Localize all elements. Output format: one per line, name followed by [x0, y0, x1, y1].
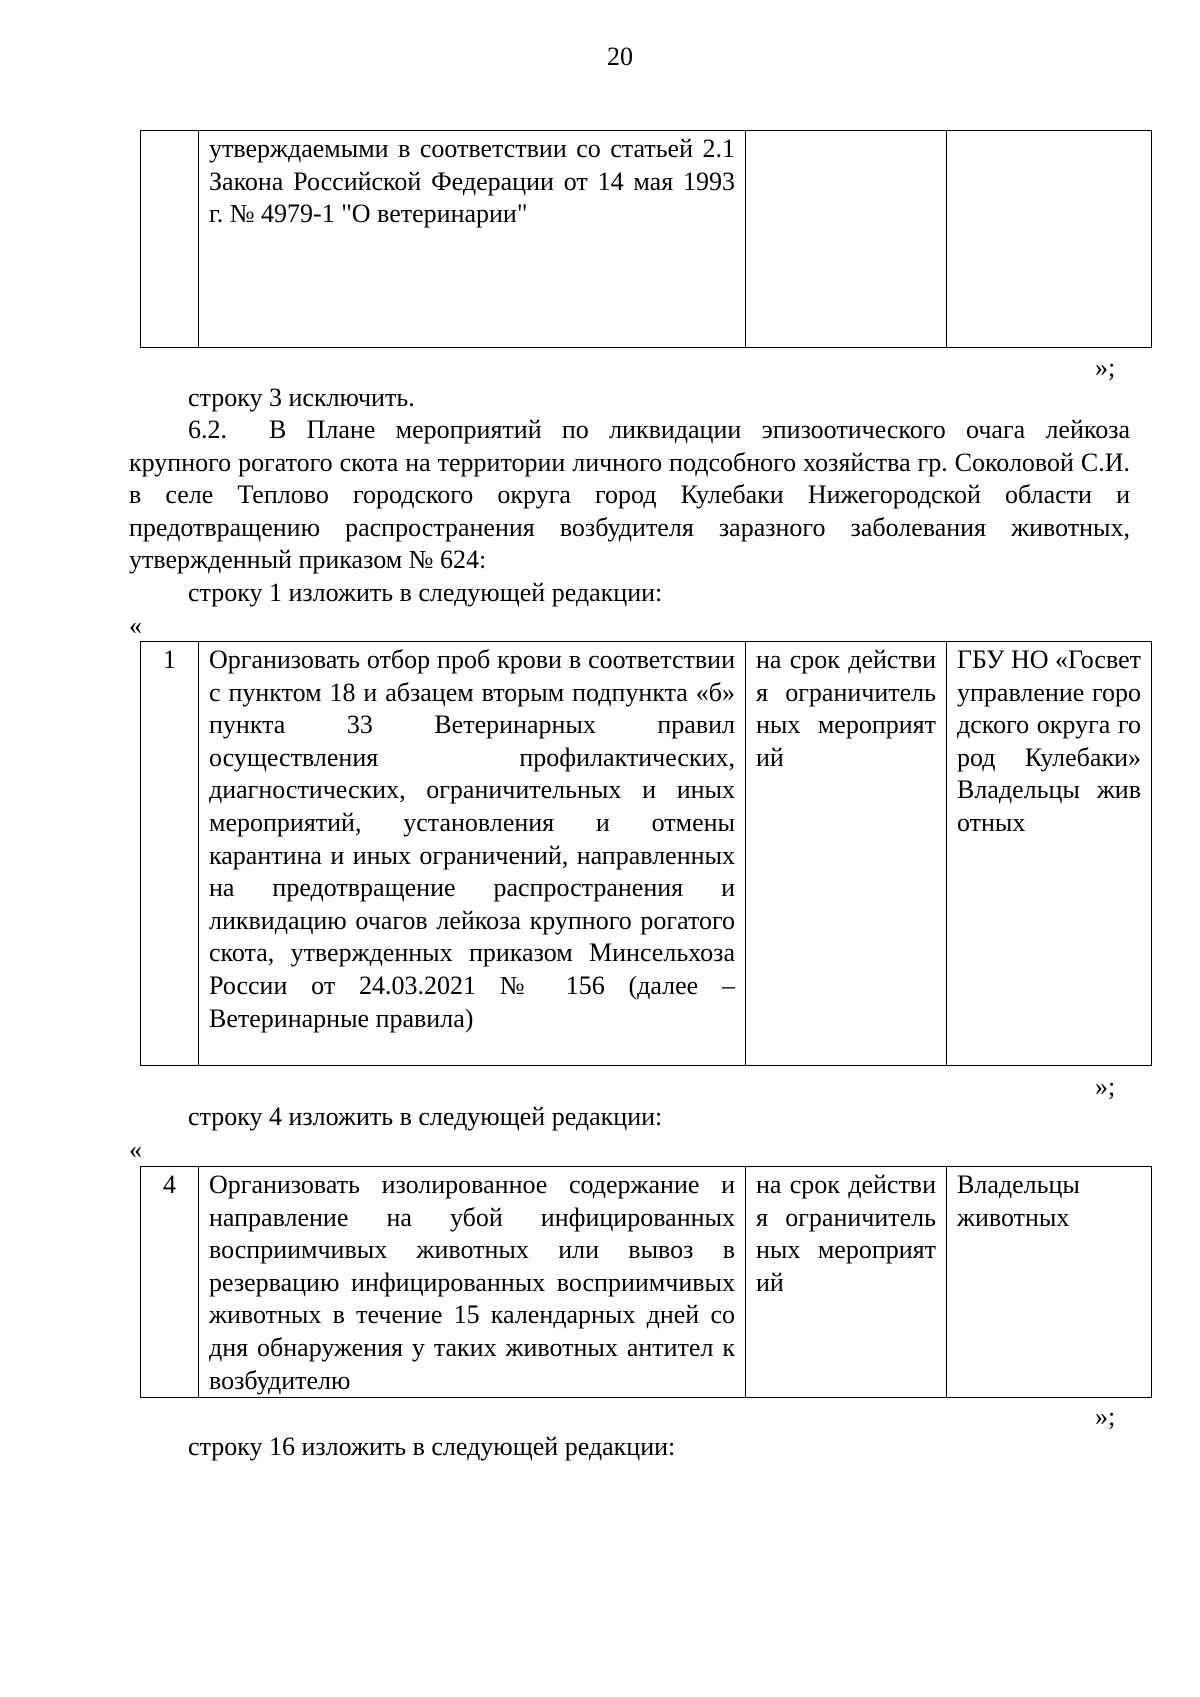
instruction-exclude-row-3: строку 3 исключить. [188, 383, 415, 412]
closing-quote: »; [1095, 1402, 1116, 1431]
cell-number: 4 [141, 1167, 199, 1398]
cell-term [746, 131, 947, 348]
cell-measure: Организовать изолированное содержание и направление на убой инфицированных восприимчивых животных или вывоз в резервацию инфицированных восприимчивых животных в течение 15 календарных дней со дня обнаружения у таких животных антител к возбудителю [199, 1167, 746, 1398]
cell-measure: Организовать отбор проб крови в соответствии с пунктом 18 и абзацем вторым подпункта «б» пункта 33 Ветеринарных правил осуществления профилактических, диагностических, ограничительных и иных мероприятий, установления и отмены карантина и иных ограничений, направленных на предотвращение распространения и ликвидацию очагов лейкоза крупного рогатого скота, утвержденных приказом Минсельхоза России от 24.03.2021 № 156 (далее – Ветеринарные правила) [199, 642, 746, 1066]
table-row [141, 642, 1152, 1066]
table-row-1 [140, 641, 1152, 1066]
opening-quote: « [129, 1135, 142, 1164]
closing-quote: »; [1095, 1072, 1116, 1101]
opening-quote: « [129, 611, 142, 640]
page-number: 20 [607, 42, 633, 71]
cell-term: на срок действия ограничительных мероприятий [746, 642, 947, 1066]
table-continuation [140, 130, 1152, 348]
paragraph-number: 6.2. [188, 415, 227, 444]
instruction-row-1: строку 1 изложить в следующей редакции: [188, 578, 663, 607]
table-row [141, 131, 1152, 348]
cell-measure: утверждаемыми в соответствии со статьей 2.1 Закона Российской Федерации от 14 мая 1993 г. № 4979-1 "О ветеринарии" [199, 131, 746, 348]
table-row-4 [140, 1166, 1152, 1398]
closing-quote: »; [1095, 353, 1116, 382]
table-row [141, 1167, 1152, 1398]
cell-number: 1 [141, 642, 199, 1066]
instruction-row-4: строку 4 изложить в следующей редакции: [188, 1102, 663, 1131]
cell-responsible: ГБУ НО «Госветуправление городского округа город Кулебаки» Владельцы животных [947, 642, 1152, 1066]
paragraph-text: В Плане мероприятий по ликвидации эпизоотического очага лейкоза крупного рогатого скота на территории личного подсобного хозяйства гр. Соколовой С.И. в селе Теплово городского округа город Кулебаки Нижегородской области и предотвращению распространения возбудителя заразного заболевания животных, утвержденный приказом № 624: [129, 415, 1130, 575]
paragraph-6-2 [129, 414, 1130, 577]
cell-responsible [947, 131, 1152, 348]
cell-responsible: Владельцы животных [947, 1167, 1152, 1398]
instruction-row-16: строку 16 изложить в следующей редакции: [188, 1432, 676, 1461]
cell-number [141, 131, 199, 348]
cell-term: на срок действия ограничительных мероприятий [746, 1167, 947, 1398]
